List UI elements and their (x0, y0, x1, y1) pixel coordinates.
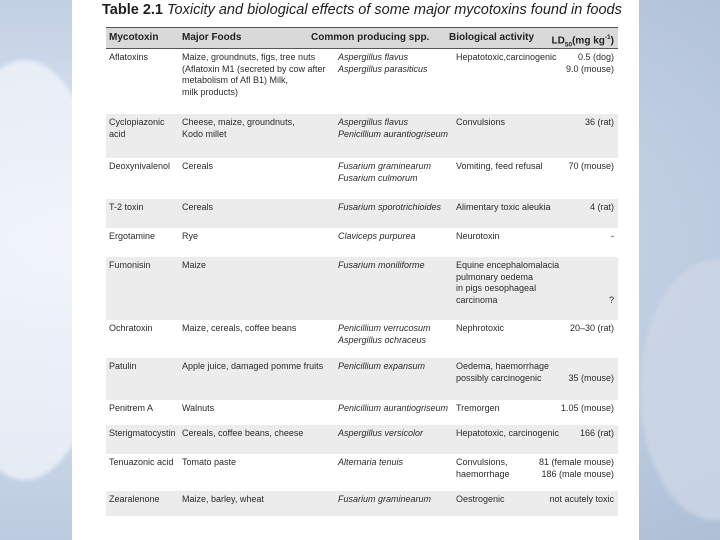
cell-line: Aspergillus versicolor (338, 428, 424, 438)
cell-line: Cereals (182, 202, 214, 212)
cell-line: 70 (mouse) (568, 161, 614, 171)
cell-line: Fusarium graminearum (338, 494, 432, 504)
cell-line: Alimentary toxic aleukia (456, 202, 551, 212)
table-row (106, 49, 618, 114)
cell-mycotoxin (109, 428, 176, 440)
cell-foods (182, 457, 236, 469)
cell-line: Maize (182, 260, 207, 270)
cell-ld50 (609, 260, 614, 306)
cell-line: 0.5 (dog) (577, 52, 614, 62)
cell-mycotoxin (109, 161, 170, 173)
cell-ld50 (568, 361, 614, 384)
cell-line: 20–30 (rat) (569, 323, 614, 333)
cell-line: Penicillium verrucosum (338, 323, 431, 333)
cell-line: Tenuazonic acid (109, 457, 174, 467)
header-ld50: $LD_{50}(mg$ $kg^{-1}$) (551, 34, 614, 49)
cell-line: Rye (182, 231, 199, 241)
slide (72, 0, 639, 540)
cell-line: Aspergillus flavus (338, 52, 409, 62)
cell-ld50 (549, 494, 614, 506)
cell-mycotoxin (109, 457, 174, 469)
cell-mycotoxin (109, 52, 148, 64)
cell-line: Walnuts (182, 403, 215, 413)
cell-activity (456, 260, 559, 306)
table-row (106, 257, 618, 320)
header-mycotoxin: Mycotoxin (109, 32, 159, 43)
cell-line: ? (608, 294, 614, 305)
cell-line: carcinoma (456, 294, 498, 305)
cell-line: Penicillium aurantiogriseum (338, 128, 449, 139)
cell-line: Kodo millet (182, 128, 227, 139)
cell-producers (338, 403, 448, 415)
cell-line: milk products) (182, 86, 239, 97)
cell-activity (456, 494, 505, 506)
header-activity: Biological activity (449, 32, 535, 43)
cell-line: 1.05 (mouse) (560, 403, 614, 413)
cell-activity (456, 231, 500, 243)
cell-line: Zearalenone (109, 494, 160, 504)
cell-line: Convulsions (456, 117, 506, 127)
cell-ld50 (580, 428, 614, 440)
table-row (106, 454, 618, 491)
cell-activity (456, 117, 505, 129)
cell-foods (182, 117, 295, 140)
cell-line: Oestrogenic (456, 494, 505, 504)
cell-line: Apple juice, damaged pomme fruits (182, 361, 324, 371)
cell-line: Fusarium sporotrichioides (338, 202, 442, 212)
cell-line: Nephrotoxic (456, 323, 505, 333)
background-shape (640, 260, 720, 520)
cell-activity (456, 457, 510, 480)
cell-line: Fusarium culmorum (338, 172, 418, 183)
cell-mycotoxin (109, 202, 144, 214)
cell-producers (338, 361, 425, 373)
cell-producers (338, 231, 416, 243)
cell-line: in pigs oesophageal (456, 283, 537, 293)
cell-line: Vomiting, feed refusal (456, 161, 543, 171)
cell-producers (338, 117, 448, 140)
cell-line: Aflatoxins (109, 52, 149, 62)
cell-line: 186 (male mouse) (541, 468, 614, 479)
cell-line: Fusarium moniliforme (338, 260, 425, 270)
cell-ld50 (568, 161, 614, 173)
cell-line: (Aflatoxin M1 (secreted by cow after (182, 63, 326, 74)
cell-line: 4 (rat) (589, 202, 614, 212)
table-body (106, 49, 618, 516)
cell-activity (456, 428, 559, 440)
cell-line: Alternaria tenuis (338, 457, 404, 467)
cell-line: Aspergillus flavus (338, 117, 409, 127)
cell-line: Deoxynivalenol (109, 161, 171, 171)
table-caption: Toxicity and biological effects of some major mycotoxins found in foods (167, 2, 622, 18)
cell-line: Cereals (182, 161, 214, 171)
cell-producers (338, 52, 428, 75)
cell-line (609, 260, 614, 272)
cell-foods (182, 202, 213, 214)
cell-line: Hepatotoxic,carcinogenic (456, 52, 557, 62)
cell-line: Convulsions, (456, 457, 508, 467)
cell-mycotoxin (109, 403, 153, 415)
cell-line: Fusarium graminearum (338, 161, 432, 171)
cell-mycotoxin (109, 260, 151, 272)
table-row (106, 114, 618, 158)
cell-ld50 (570, 323, 614, 335)
cell-line: Patulin (109, 361, 137, 371)
table-row (106, 199, 618, 228)
cell-line: Equine encephalomalacia (456, 260, 560, 270)
cell-activity (456, 403, 500, 415)
cell-mycotoxin (109, 231, 155, 243)
cell-line (568, 361, 614, 373)
cell-line (609, 283, 614, 295)
cell-line: Cereals, coffee beans, cheese (182, 428, 304, 438)
cell-line: Tomato paste (182, 457, 237, 467)
cell-line: Claviceps purpurea (338, 231, 416, 241)
cell-line: 166 (rat) (579, 428, 614, 438)
cell-activity (456, 52, 557, 64)
cell-ld50 (585, 117, 614, 129)
cell-line: possibly carcinogenic (456, 372, 542, 383)
cell-line: Oedema, haemorrhage (456, 361, 550, 371)
cell-ld50 (611, 231, 614, 243)
cell-foods (182, 52, 326, 98)
cell-line: Penicillium aurantiogriseum (338, 403, 449, 413)
cell-producers (338, 428, 423, 440)
table-number: Table 2.1 (102, 2, 163, 18)
cell-line (609, 272, 614, 284)
cell-mycotoxin (109, 361, 137, 373)
cell-line: 81 (female mouse) (538, 457, 614, 467)
cell-ld50 (590, 202, 614, 214)
cell-activity (456, 361, 549, 384)
cell-line: Cyclopiazonic (109, 117, 165, 127)
cell-line: Cheese, maize, groundnuts, (182, 117, 295, 127)
cell-ld50 (539, 457, 614, 480)
header-producers: Common producing spp. (311, 32, 430, 43)
cell-line: Penicillium expansum (338, 361, 426, 371)
cell-foods (182, 494, 264, 506)
cell-foods (182, 231, 198, 243)
cell-foods (182, 403, 214, 415)
cell-line: pulmonary oedema (456, 271, 534, 282)
cell-line: Tremorgen (456, 403, 500, 413)
cell-activity (456, 323, 504, 335)
cell-line: 9.0 (mouse) (565, 63, 614, 74)
table-title (102, 2, 622, 20)
cell-line: Sterigmatocystin (109, 428, 176, 438)
cell-producers (338, 260, 425, 272)
cell-foods (182, 428, 303, 440)
cell-line: - (611, 231, 614, 241)
cell-line: 35 (mouse) (568, 372, 614, 383)
table-row (106, 320, 618, 358)
cell-line: Aspergillus parasiticus (338, 63, 428, 74)
cell-foods (182, 361, 323, 373)
cell-line: not acutely toxic (549, 494, 614, 504)
table-row (106, 228, 618, 257)
cell-line: Hepatotoxic, carcinogenic (456, 428, 560, 438)
cell-producers (338, 161, 431, 184)
table-row (106, 358, 618, 400)
cell-foods (182, 323, 296, 335)
cell-line: Maize, cereals, coffee beans (182, 323, 297, 333)
cell-line: Maize, barley, wheat (182, 494, 264, 504)
cell-line: Fumonisin (109, 260, 151, 270)
cell-producers (338, 323, 431, 346)
cell-producers (338, 494, 431, 506)
cell-line: acid (109, 128, 126, 139)
cell-activity (456, 161, 543, 173)
cell-foods (182, 260, 206, 272)
cell-line: Ochratoxin (109, 323, 153, 333)
cell-mycotoxin (109, 494, 160, 506)
header-foods: Major Foods (182, 32, 242, 43)
cell-ld50 (561, 403, 614, 415)
cell-mycotoxin (109, 117, 165, 140)
cell-line: 36 (rat) (584, 117, 614, 127)
cell-line: Penitrem A (109, 403, 154, 413)
cell-line: T-2 toxin (109, 202, 144, 212)
cell-foods (182, 161, 213, 173)
cell-producers (338, 202, 441, 214)
cell-line: Maize, groundnuts, figs, tree nuts (182, 52, 316, 62)
cell-line: Ergotamine (109, 231, 156, 241)
cell-line: Aspergillus ochraceus (338, 334, 427, 345)
cell-line: metabolism of Afl B1) Milk, (182, 75, 289, 85)
cell-ld50 (566, 52, 614, 75)
table-row (106, 400, 618, 425)
cell-line: Neurotoxin (456, 231, 500, 241)
cell-producers (338, 457, 403, 469)
mycotoxin-table (106, 27, 618, 516)
table-row (106, 158, 618, 199)
table-header (106, 27, 618, 49)
cell-activity (456, 202, 551, 214)
table-row (106, 425, 618, 454)
cell-mycotoxin (109, 323, 153, 335)
cell-line: haemorrhage (456, 468, 510, 479)
table-row (106, 491, 618, 516)
